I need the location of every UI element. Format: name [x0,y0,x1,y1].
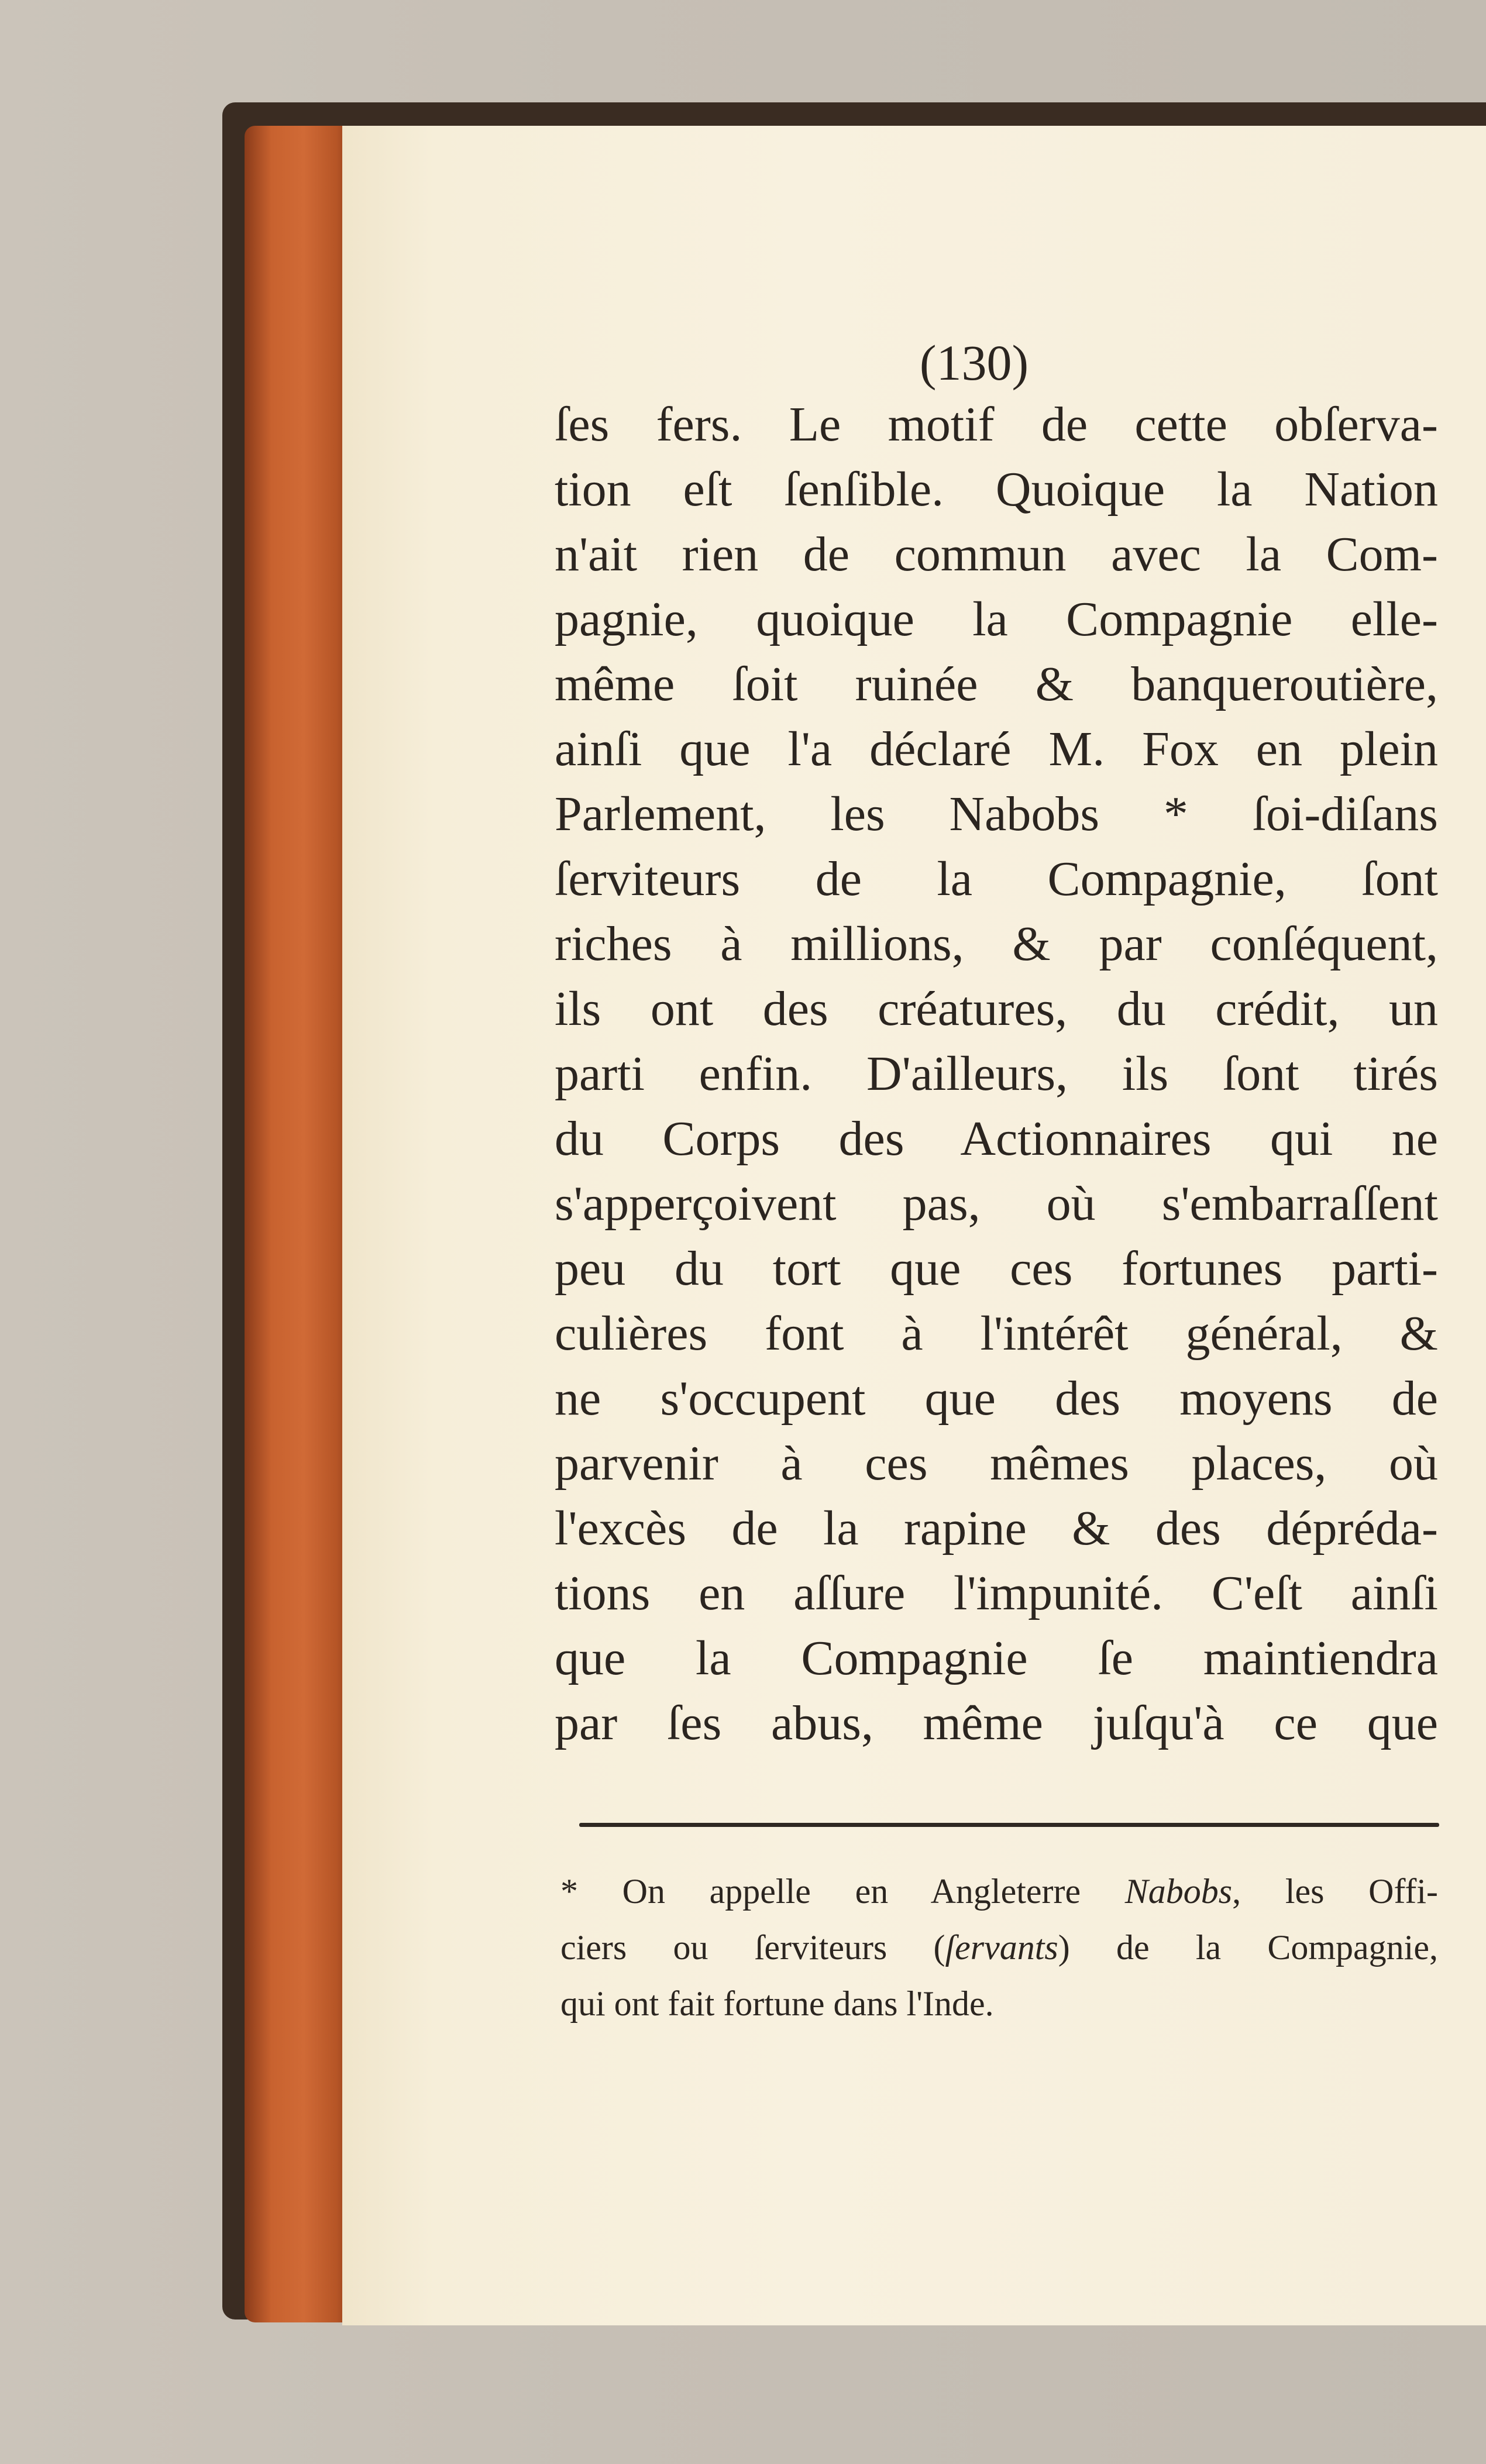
text-line: même ſoit ruinée & banqueroutière, [555,657,1438,711]
page-number: (130) [919,335,1029,391]
text-line: par ſes abus, même juſqu'à ce que [555,1696,1438,1750]
footnote-term: ſervants [945,1928,1058,1967]
text-line: s'apperçoivent pas, où s'embarraſſent [555,1176,1438,1231]
footnote-term: Nabobs [1124,1872,1233,1911]
text-line: tions en aſſure l'impunité. C'eſt ainſi [555,1566,1438,1620]
text-line: Parlement, les Nabobs * ſoi-diſans [555,787,1438,841]
text-line: du Corps des Actionnaires qui ne [555,1111,1438,1166]
text-line: ils ont des créatures, du crédit, un [555,982,1438,1036]
text-line: culières font à l'intérêt général, & [555,1306,1438,1361]
text-line: ſerviteurs de la Compagnie, ſont [555,852,1438,906]
text-line: riches à millions, & par conſéquent, [555,917,1438,971]
footnote [560,1863,1438,2032]
text-line: tion eſt ſenſible. Quoique la Nation [555,462,1438,517]
footnote-text: ciers ou ſerviteurs ( [560,1928,945,1967]
footnote-divider [579,1823,1439,1827]
text-line: que la Compagnie ſe maintiendra [555,1631,1438,1685]
page-edge [245,126,353,2322]
text-line: pagnie, quoique la Compagnie elle- [555,592,1438,646]
footnote-text: * On appelle en Angleterre [560,1872,1125,1911]
footnote-text: , les Offi- [1232,1872,1438,1911]
footnote-line [560,1919,1438,1976]
text-line: ne s'occupent que des moyens de [555,1371,1438,1426]
footnote-line: qui ont fait fortune dans l'Inde. [560,1984,994,2023]
text-line: l'excès de la rapine & des dépréda- [555,1501,1438,1556]
footnote-line [560,1863,1438,1919]
text-line: peu du tort que ces fortunes parti- [555,1241,1438,1296]
text-line: n'ait rien de commun avec la Com- [555,527,1438,581]
text-line: parvenir à ces mêmes places, où [555,1436,1438,1491]
text-line: parti enfin. D'ailleurs, ils ſont tirés [555,1047,1438,1101]
footnote-text: ) de la Compagnie, [1058,1928,1438,1967]
body-text [555,392,1438,1756]
text-line: ſes fers. Le motif de cette obſerva- [555,397,1438,452]
text-line: ainſi que l'a déclaré M. Fox en plein [555,722,1438,776]
